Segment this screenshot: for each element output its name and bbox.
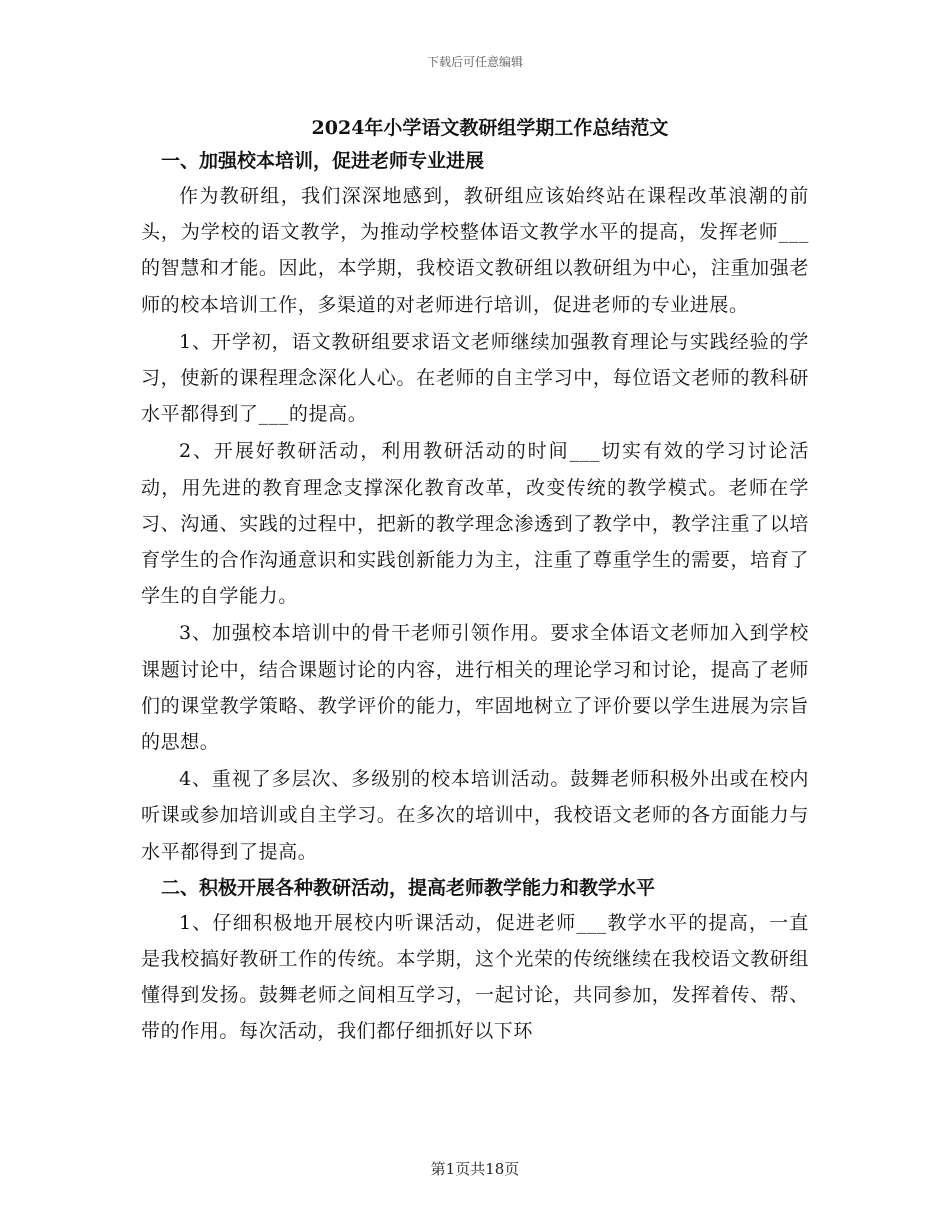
document-body <box>141 112 809 1051</box>
page-number: 第1页共18页 <box>430 1160 520 1178</box>
section-heading: 二、积极开展各种教研活动，提高老师教学能力和教学水平 <box>161 876 656 899</box>
paragraph: 3、加强校本培训中的骨干老师引领作用。要求全体语文老师加入到学校课题讨论中，结合课题讨论的内容，进行相关的理论学习和讨论，提高了老师们的课堂教学策略、教学评价的能力，牢固地树立了评价要以学生进展为宗旨的思想。 <box>141 622 809 754</box>
paragraph: 4、重视了多层次、多级别的校本培训活动。鼓舞老师积极外出或在校内听课或参加培训或自主学习。在多次的培训中，我校语文老师的各方面能力与水平都得到了提高。 <box>141 768 809 863</box>
paragraph: 作为教研组，我们深深地感到，教研组应该始终站在课程改革浪潮的前头，为学校的语文教学，为推动学校整体语文教学水平的提高，发挥老师___的智慧和才能。因此，本学期，我校语文教研组以教研组为中心，注重加强老师的校本培训工作，多渠道的对老师进行培训，促进老师的专业进展。 <box>141 185 809 316</box>
paragraph: 2、开展好教研活动，利用教研活动的时间___切实有效的学习讨论活动，用先进的教育理念支撑深化教育改革，改变传统的教学模式。老师在学习、沟通、实践的过程中，把新的教学理念渗透到了教学中，教学注重了以培育学生的合作沟通意识和实践创新能力为主，注重了尊重学生的需要，培育了学生的自学能力。 <box>141 440 809 608</box>
document-title: 2024年小学语文教研组学期工作总结范文 <box>311 117 669 139</box>
paragraph: 1、仔细积极地开展校内听课活动，促进老师___教学水平的提高，一直是我校搞好教研工作的传统。本学期，这个光荣的传统继续在我校语文教研组懂得到发扬。鼓舞老师之间相互学习，一起讨论，共同参加，发挥着传、帮、带的作用。每次活动，我们都仔细抓好以下环 <box>141 911 809 1043</box>
page-header-note: 下载后可任意编辑 <box>426 55 523 69</box>
paragraph: 1、开学初，语文教研组要求语文老师继续加强教育理论与实践经验的学习，使新的课程理念深化人心。在老师的自主学习中，每位语文老师的教科研水平都得到了___的提高。 <box>141 330 809 426</box>
section-heading: 一、加强校本培训，促进老师专业进展 <box>161 150 485 172</box>
